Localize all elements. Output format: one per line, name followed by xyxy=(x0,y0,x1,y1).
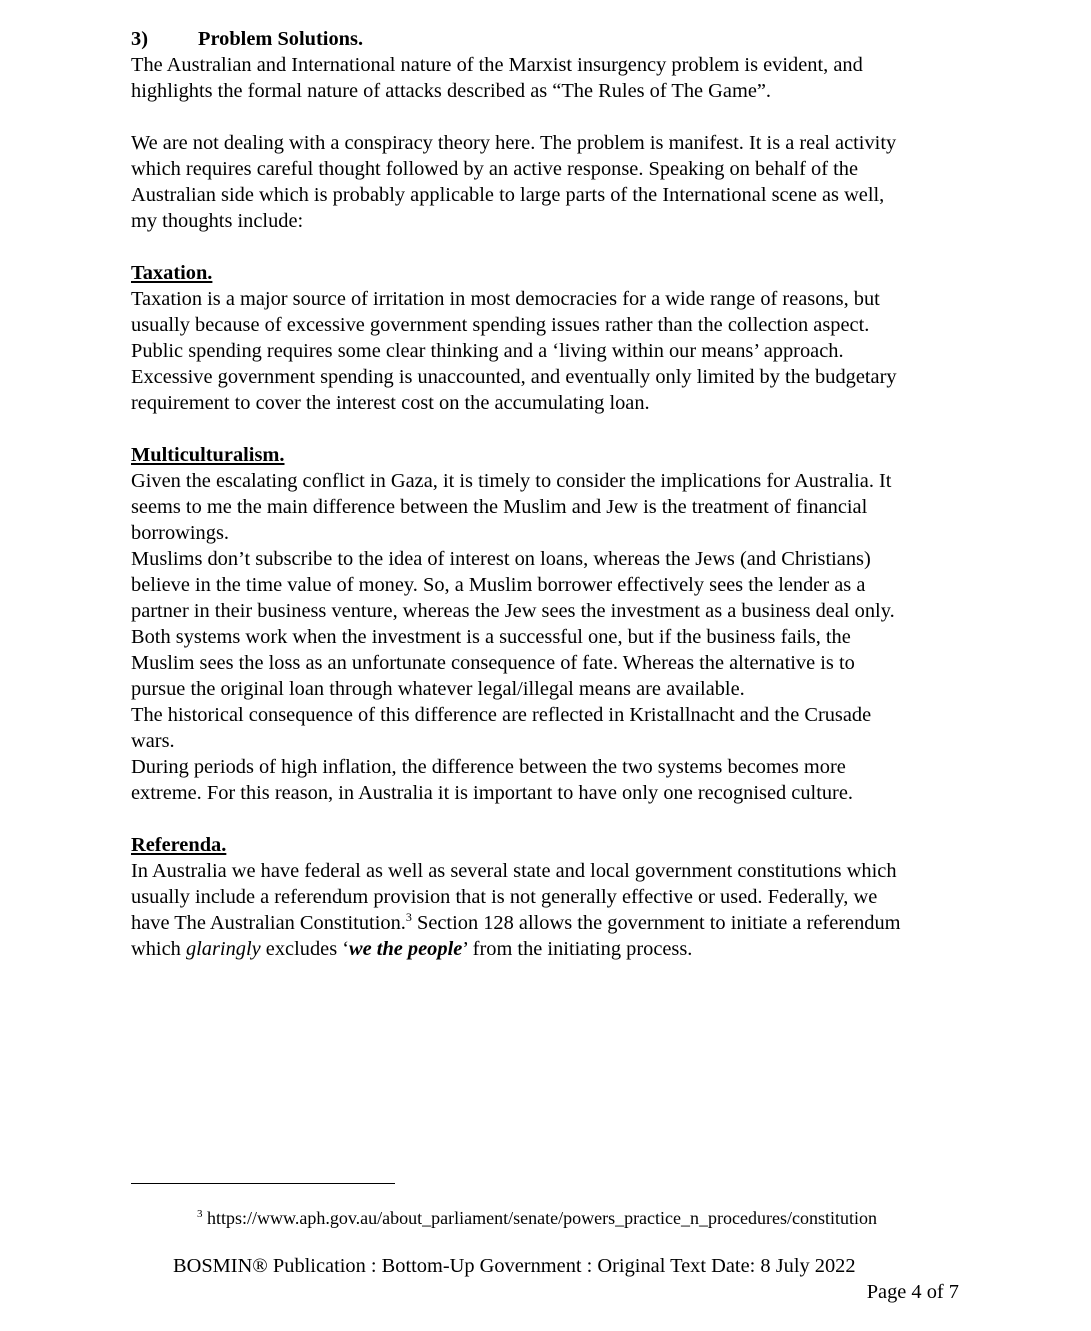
text-line: requirement to cover the interest cost on the accumulating loan. xyxy=(131,392,650,414)
text-line xyxy=(131,910,971,936)
text-line: pursue the original loan through whatever legal/illegal means are available. xyxy=(131,678,745,700)
referenda-heading: Referenda. xyxy=(131,834,227,856)
section-heading xyxy=(131,26,971,52)
multiculturalism-paragraph xyxy=(131,468,971,806)
strong-emphasis-text: we the people xyxy=(349,938,463,960)
text-line: In Australia we have federal as well as several state and local government constitutions which xyxy=(131,860,897,882)
document-page xyxy=(131,26,971,962)
text-line: Australian side which is probably applicable to large parts of the International scene as well, xyxy=(131,184,885,206)
text-span: have The Australian Constitution. xyxy=(131,912,406,934)
text-line: Given the escalating conflict in Gaza, it is timely to consider the implications for Australia. It xyxy=(131,470,892,492)
text-line: my thoughts include: xyxy=(131,210,304,232)
publication-footer: BOSMIN® Publication : Bottom-Up Government : Original Text Date: 8 July 2022 xyxy=(173,1255,856,1277)
text-line xyxy=(131,936,971,962)
text-line: usually include a referendum provision that is not generally effective or used. Federally, we xyxy=(131,886,878,908)
footnote xyxy=(197,1207,877,1229)
text-line: seems to me the main difference between the Muslim and Jew is the treatment of financial xyxy=(131,496,868,518)
text-line: Excessive government spending is unaccounted, and eventually only limited by the budgetary xyxy=(131,366,897,388)
text-line: wars. xyxy=(131,730,175,752)
text-line: During periods of high inflation, the difference between the two systems becomes more xyxy=(131,756,846,778)
page-number: Page 4 of 7 xyxy=(866,1281,959,1303)
section-number: 3) xyxy=(131,28,148,50)
text-line: Taxation is a major source of irritation in most democracies for a wide range of reasons, but xyxy=(131,288,880,310)
text-line: extreme. For this reason, in Australia it is important to have only one recognised culture. xyxy=(131,782,853,804)
taxation-paragraph xyxy=(131,286,971,416)
text-line: The historical consequence of this difference are reflected in Kristallnacht and the Crusade xyxy=(131,704,872,726)
footnote-link[interactable]: https://www.aph.gov.au/about_parliament/senate/powers_practice_n_procedures/constitution xyxy=(207,1208,877,1228)
taxation-heading: Taxation. xyxy=(131,262,213,284)
footnote-reference[interactable]: 3 xyxy=(405,910,412,925)
text-line: The Australian and International nature of the Marxist insurgency problem is evident, and xyxy=(131,54,863,76)
section-title: Problem Solutions. xyxy=(198,28,364,50)
text-line: Both systems work when the investment is a successful one, but if the business fails, the xyxy=(131,626,851,648)
multiculturalism-heading: Multiculturalism. xyxy=(131,444,285,466)
intro-paragraph-1 xyxy=(131,52,971,104)
text-line: Muslim sees the loss as an unfortunate consequence of fate. Whereas the alternative is to xyxy=(131,652,855,674)
text-span: excludes ‘ xyxy=(260,938,350,960)
text-span: which xyxy=(131,938,186,960)
text-line: believe in the time value of money. So, a Muslim borrower effectively sees the lender as a xyxy=(131,574,866,596)
text-line: We are not dealing with a conspiracy theory here. The problem is manifest. It is a real activity xyxy=(131,132,897,154)
text-line: borrowings. xyxy=(131,522,229,544)
text-line: Muslims don’t subscribe to the idea of interest on loans, whereas the Jews (and Christians) xyxy=(131,548,871,570)
text-line: Public spending requires some clear thinking and a ‘living within our means’ approach. xyxy=(131,340,844,362)
intro-paragraph-2 xyxy=(131,130,971,234)
referenda-paragraph xyxy=(131,858,971,962)
text-line: partner in their business venture, whereas the Jew sees the investment as a business deal only. xyxy=(131,600,895,622)
text-span: Section 128 allows the government to initiate a referendum xyxy=(411,912,901,934)
text-span: ’ from the initiating process. xyxy=(462,938,693,960)
text-line: which requires careful thought followed by an active response. Speaking on behalf of the xyxy=(131,158,859,180)
text-line: usually because of excessive government spending issues rather than the collection aspect. xyxy=(131,314,870,336)
footnote-marker: 3 xyxy=(197,1208,203,1220)
emphasis-text: glaringly xyxy=(185,938,261,960)
text-line: highlights the formal nature of attacks described as “The Rules of The Game”. xyxy=(131,80,772,102)
footnote-separator xyxy=(131,1183,395,1184)
